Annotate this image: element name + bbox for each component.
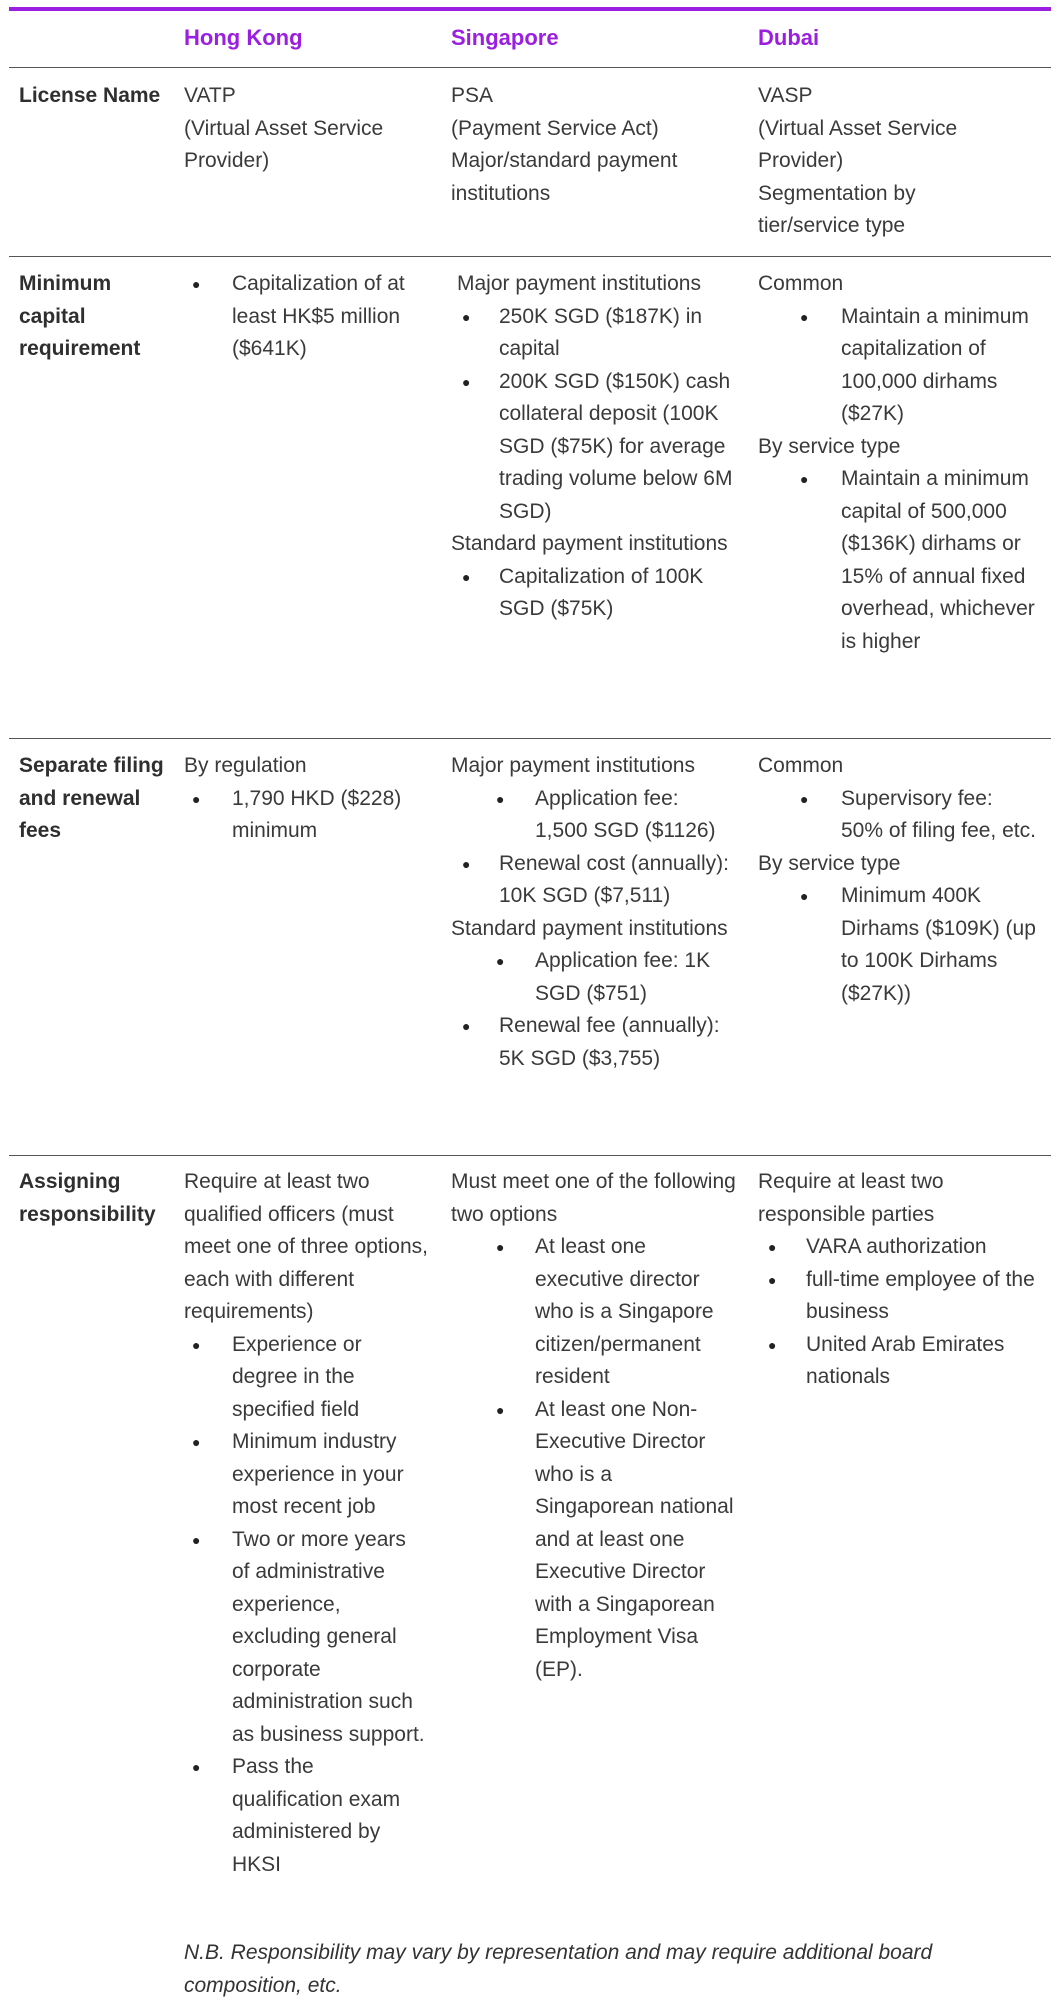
dubai-fees-common-heading: Common [758,754,844,777]
cell-hk-capital [184,268,429,366]
hk-responsibility-intro: Require at least two qualified officers (must meet one of three options, each with different requirements) [184,1170,428,1323]
dubai-license-code: VASP [758,84,813,107]
list-item: ● 200K SGD ($150K) cash collateral deposit (100K SGD ($75K) for average trading volume below 6M SGD) [451,366,736,529]
cell-hk-fees [184,750,429,848]
cell-hk-responsibility [184,1166,429,1881]
list-item: ● Pass the qualification exam administered by HKSI [184,1751,429,1881]
cell-sg-capital [451,268,736,626]
header-hong-kong: Hong Kong [184,25,303,50]
hk-fees-heading: By regulation [184,754,307,777]
header-singapore: Singapore [451,25,559,50]
list-item: ● Renewal fee (annually): 5K SGD ($3,755) [451,1010,736,1075]
row-divider [9,67,1051,68]
sg-license-types: Major/standard payment institutions [451,149,678,205]
list-item: ● Experience or degree in the specified field [184,1329,429,1427]
list-item: ● 1,790 HKD ($228) minimum [184,783,429,848]
sg-fees-standard-heading: Standard payment institutions [451,916,728,940]
list-item: ● United Arab Emirates nationals [758,1329,1038,1394]
list-item: ● Supervisory fee: 50% of filing fee, etc. [758,783,1038,848]
row-divider [9,738,1051,739]
header-dubai: Dubai [758,25,820,50]
list-item: ● Two or more years of administrative experience, excluding general corporate administration such as business support. [184,1524,429,1752]
list-item: ● Capitalization of 100K SGD ($75K) [451,561,736,626]
sg-responsibility-intro: Must meet one of the following two options [451,1170,736,1226]
list-item: ● Application fee: 1,500 SGD ($1126) [451,783,736,848]
cell-hk-license [184,80,424,178]
list-item: ● VARA authorization [758,1231,1038,1264]
dubai-capital-service-heading: By service type [758,434,901,458]
hk-license-full: (Virtual Asset Service Provider) [184,116,384,172]
sg-license-code: PSA [451,84,494,107]
cell-dubai-license [758,80,1008,243]
row-divider [9,1155,1051,1156]
cell-sg-responsibility [451,1166,736,1686]
top-accent-bar [9,7,1051,11]
cell-dubai-capital [758,268,1048,658]
list-item: ● 250K SGD ($187K) in capital [451,301,736,366]
list-item: ● At least one executive director who is a Singapore citizen/permanent resident [451,1231,736,1394]
row-label-minimum-capital: Minimum capital requirement [19,272,141,360]
dubai-responsibility-intro: Require at least two responsible parties [758,1170,944,1226]
dubai-license-segmentation: Segmentation by tier/service type [758,181,916,237]
footnote: N.B. Responsibility may vary by representation and may require additional board composition, etc. [184,1941,933,1997]
dubai-license-full: (Virtual Asset Service Provider) [758,116,958,172]
dubai-capital-common-heading: Common [758,272,844,295]
cell-sg-fees [451,750,736,1075]
list-item: ● Maintain a minimum capital of 500,000 ($136K) dirhams or 15% of annual fixed overhead, whichever is higher [758,463,1048,658]
dubai-fees-service-heading: By service type [758,851,901,875]
list-item: ● Application fee: 1K SGD ($751) [451,945,736,1010]
cell-dubai-responsibility [758,1166,1038,1394]
list-item: ● Minimum 400K Dirhams ($109K) (up to 100K Dirhams ($27K)) [758,880,1038,1010]
row-divider [9,256,1051,257]
row-label-assigning-responsibility: Assigning responsibility [19,1170,156,1226]
list-item: ● full-time employee of the business [758,1264,1038,1329]
row-label-filing-fees: Separate filing and renewal fees [19,754,164,842]
list-item: ● Capitalization of at least HK$5 million ($641K) [184,268,429,366]
cell-sg-license [451,80,731,210]
sg-capital-major-heading: Major payment institutions [457,272,701,295]
hk-license-code: VATP [184,84,236,107]
list-item: ● Maintain a minimum capitalization of 100,000 dirhams ($27K) [758,301,1048,431]
row-label-license-name: License Name [19,84,161,107]
list-item: ● At least one Non-Executive Director who is a Singaporean national and at least one Executive Director with a Singaporean Employment Visa (EP). [451,1394,736,1687]
sg-capital-standard-heading: Standard payment institutions [451,532,728,555]
cell-dubai-fees [758,750,1038,1010]
sg-license-full: (Payment Service Act) [451,116,659,140]
list-item: ● Minimum industry experience in your most recent job [184,1426,429,1524]
sg-fees-major-heading: Major payment institutions [451,754,695,777]
list-item: ● Renewal cost (annually): 10K SGD ($7,511) [451,848,736,913]
